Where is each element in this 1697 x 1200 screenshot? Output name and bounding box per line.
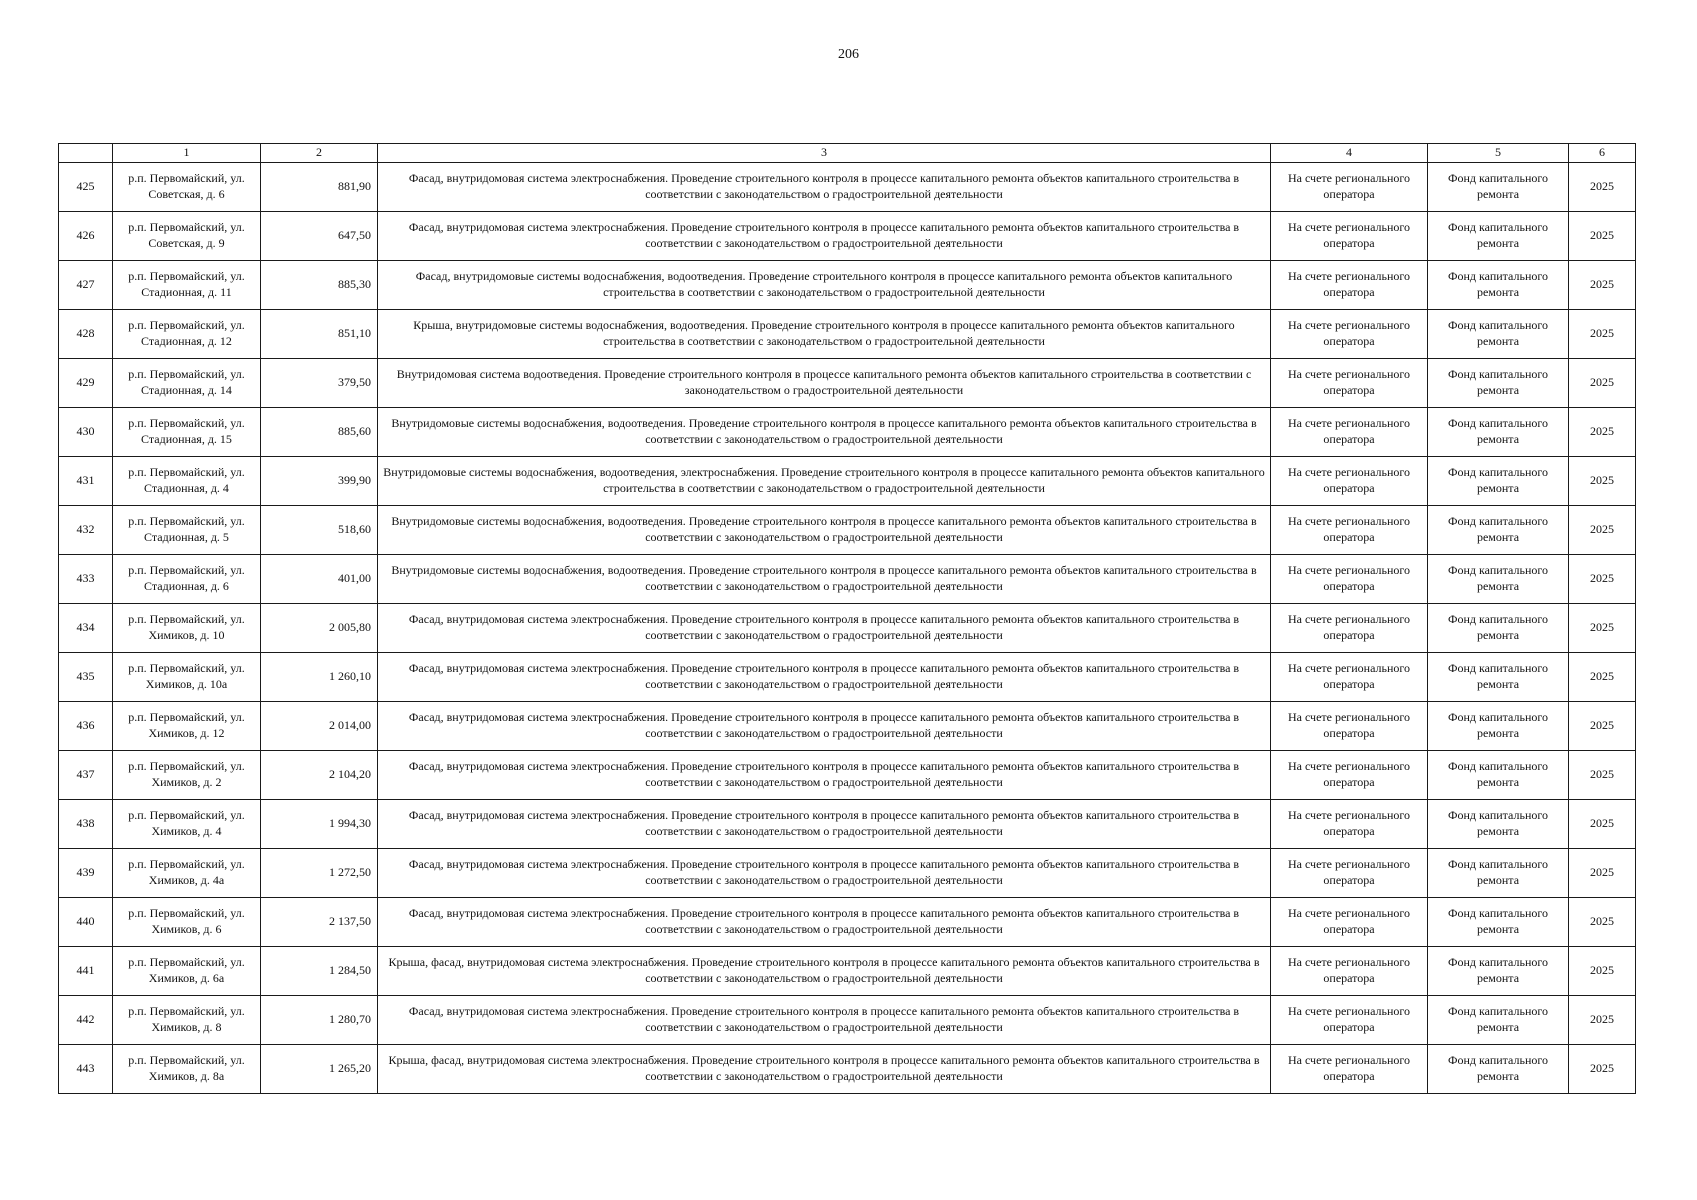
header-cell-fund: 5 bbox=[1428, 144, 1569, 163]
cell-area: 1 284,50 bbox=[261, 947, 378, 996]
header-cell-year: 6 bbox=[1569, 144, 1636, 163]
cell-fund: Фонд капитального ремонта bbox=[1428, 457, 1569, 506]
cell-fund: Фонд капитального ремонта bbox=[1428, 1045, 1569, 1094]
cell-area: 2 104,20 bbox=[261, 751, 378, 800]
cell-account: На счете регионального оператора bbox=[1271, 506, 1428, 555]
cell-year: 2025 bbox=[1569, 898, 1636, 947]
cell-address: р.п. Первомайский, ул. Химиков, д. 10а bbox=[113, 653, 261, 702]
cell-number: 426 bbox=[59, 212, 113, 261]
cell-account: На счете регионального оператора bbox=[1271, 310, 1428, 359]
cell-area: 885,30 bbox=[261, 261, 378, 310]
header-cell-address: 1 bbox=[113, 144, 261, 163]
table-row bbox=[59, 261, 1636, 310]
header-cell-num bbox=[59, 144, 113, 163]
cell-area: 1 272,50 bbox=[261, 849, 378, 898]
cell-account: На счете регионального оператора bbox=[1271, 800, 1428, 849]
cell-account: На счете регионального оператора bbox=[1271, 849, 1428, 898]
cell-year: 2025 bbox=[1569, 653, 1636, 702]
cell-year: 2025 bbox=[1569, 212, 1636, 261]
cell-year: 2025 bbox=[1569, 555, 1636, 604]
table-row bbox=[59, 457, 1636, 506]
cell-number: 430 bbox=[59, 408, 113, 457]
table-row bbox=[59, 212, 1636, 261]
cell-area: 885,60 bbox=[261, 408, 378, 457]
cell-address: р.п. Первомайский, ул. Советская, д. 6 bbox=[113, 163, 261, 212]
cell-address: р.п. Первомайский, ул. Стадионная, д. 15 bbox=[113, 408, 261, 457]
cell-address: р.п. Первомайский, ул. Стадионная, д. 6 bbox=[113, 555, 261, 604]
cell-works: Фасад, внутридомовая система электроснабжения. Проведение строительного контроля в процессе капитального ремонта объектов капитального строительства в соответствии с законодательством о градостроительной деятельности bbox=[378, 898, 1271, 947]
table-row bbox=[59, 751, 1636, 800]
cell-fund: Фонд капитального ремонта bbox=[1428, 506, 1569, 555]
cell-area: 518,60 bbox=[261, 506, 378, 555]
cell-number: 432 bbox=[59, 506, 113, 555]
cell-works: Фасад, внутридомовая система электроснабжения. Проведение строительного контроля в процессе капитального ремонта объектов капитального строительства в соответствии с законодательством о градостроительной деятельности bbox=[378, 996, 1271, 1045]
cell-area: 1 265,20 bbox=[261, 1045, 378, 1094]
cell-year: 2025 bbox=[1569, 849, 1636, 898]
table-row bbox=[59, 653, 1636, 702]
cell-fund: Фонд капитального ремонта bbox=[1428, 408, 1569, 457]
table-row bbox=[59, 408, 1636, 457]
cell-account: На счете регионального оператора bbox=[1271, 898, 1428, 947]
cell-year: 2025 bbox=[1569, 506, 1636, 555]
cell-year: 2025 bbox=[1569, 996, 1636, 1045]
cell-number: 442 bbox=[59, 996, 113, 1045]
table-row bbox=[59, 898, 1636, 947]
capital-repair-table bbox=[58, 143, 1636, 1094]
cell-works: Фасад, внутридомовая система электроснабжения. Проведение строительного контроля в процессе капитального ремонта объектов капитального строительства в соответствии с законодательством о градостроительной деятельности bbox=[378, 849, 1271, 898]
cell-area: 399,90 bbox=[261, 457, 378, 506]
cell-year: 2025 bbox=[1569, 1045, 1636, 1094]
cell-works: Фасад, внутридомовая система электроснабжения. Проведение строительного контроля в процессе капитального ремонта объектов капитального строительства в соответствии с законодательством о градостроительной деятельности bbox=[378, 702, 1271, 751]
cell-fund: Фонд капитального ремонта bbox=[1428, 898, 1569, 947]
cell-fund: Фонд капитального ремонта bbox=[1428, 653, 1569, 702]
cell-year: 2025 bbox=[1569, 359, 1636, 408]
cell-address: р.п. Первомайский, ул. Химиков, д. 6 bbox=[113, 898, 261, 947]
cell-works: Крыша, фасад, внутридомовая система электроснабжения. Проведение строительного контроля в процессе капитального ремонта объектов капитального строительства в соответствии с законодательством о градостроительной деятельности bbox=[378, 947, 1271, 996]
cell-works: Фасад, внутридомовая система электроснабжения. Проведение строительного контроля в процессе капитального ремонта объектов капитального строительства в соответствии с законодательством о градостроительной деятельности bbox=[378, 604, 1271, 653]
header-row bbox=[59, 144, 1636, 163]
cell-account: На счете регионального оператора bbox=[1271, 457, 1428, 506]
cell-account: На счете регионального оператора bbox=[1271, 1045, 1428, 1094]
header-cell-account: 4 bbox=[1271, 144, 1428, 163]
cell-works: Фасад, внутридомовая система электроснабжения. Проведение строительного контроля в процессе капитального ремонта объектов капитального строительства в соответствии с законодательством о градостроительной деятельности bbox=[378, 212, 1271, 261]
cell-number: 438 bbox=[59, 800, 113, 849]
cell-address: р.п. Первомайский, ул. Химиков, д. 2 bbox=[113, 751, 261, 800]
cell-area: 881,90 bbox=[261, 163, 378, 212]
cell-account: На счете регионального оператора bbox=[1271, 604, 1428, 653]
cell-account: На счете регионального оператора bbox=[1271, 261, 1428, 310]
table-row bbox=[59, 947, 1636, 996]
cell-works: Внутридомовая система водоотведения. Проведение строительного контроля в процессе капитального ремонта объектов капитального строительства в соответствии с законодательством о градостроительной деятельности bbox=[378, 359, 1271, 408]
cell-number: 443 bbox=[59, 1045, 113, 1094]
cell-area: 2 005,80 bbox=[261, 604, 378, 653]
cell-area: 1 994,30 bbox=[261, 800, 378, 849]
cell-address: р.п. Первомайский, ул. Стадионная, д. 5 bbox=[113, 506, 261, 555]
cell-address: р.п. Первомайский, ул. Стадионная, д. 4 bbox=[113, 457, 261, 506]
cell-account: На счете регионального оператора bbox=[1271, 702, 1428, 751]
header-cell-area: 2 bbox=[261, 144, 378, 163]
cell-account: На счете регионального оператора bbox=[1271, 408, 1428, 457]
table-row bbox=[59, 800, 1636, 849]
cell-address: р.п. Первомайский, ул. Химиков, д. 12 bbox=[113, 702, 261, 751]
cell-address: р.п. Первомайский, ул. Химиков, д. 6а bbox=[113, 947, 261, 996]
cell-area: 379,50 bbox=[261, 359, 378, 408]
cell-area: 647,50 bbox=[261, 212, 378, 261]
cell-fund: Фонд капитального ремонта bbox=[1428, 947, 1569, 996]
cell-area: 401,00 bbox=[261, 555, 378, 604]
cell-fund: Фонд капитального ремонта bbox=[1428, 800, 1569, 849]
cell-address: р.п. Первомайский, ул. Химиков, д. 8а bbox=[113, 1045, 261, 1094]
cell-number: 428 bbox=[59, 310, 113, 359]
cell-account: На счете регионального оператора bbox=[1271, 555, 1428, 604]
cell-works: Фасад, внутридомовые системы водоснабжения, водоотведения. Проведение строительного контроля в процессе капитального ремонта объектов капитального строительства в соответствии с законодательством о градостроительной деятельности bbox=[378, 261, 1271, 310]
cell-works: Фасад, внутридомовая система электроснабжения. Проведение строительного контроля в процессе капитального ремонта объектов капитального строительства в соответствии с законодательством о градостроительной деятельности bbox=[378, 653, 1271, 702]
cell-address: р.п. Первомайский, ул. Химиков, д. 4а bbox=[113, 849, 261, 898]
cell-fund: Фонд капитального ремонта bbox=[1428, 702, 1569, 751]
cell-year: 2025 bbox=[1569, 261, 1636, 310]
cell-area: 1 260,10 bbox=[261, 653, 378, 702]
cell-area: 2 137,50 bbox=[261, 898, 378, 947]
table-row bbox=[59, 702, 1636, 751]
cell-address: р.п. Первомайский, ул. Стадионная, д. 14 bbox=[113, 359, 261, 408]
table-row bbox=[59, 604, 1636, 653]
cell-year: 2025 bbox=[1569, 163, 1636, 212]
table-body bbox=[59, 163, 1636, 1094]
table-row bbox=[59, 506, 1636, 555]
cell-fund: Фонд капитального ремонта bbox=[1428, 261, 1569, 310]
cell-account: На счете регионального оператора bbox=[1271, 212, 1428, 261]
cell-number: 429 bbox=[59, 359, 113, 408]
cell-fund: Фонд капитального ремонта bbox=[1428, 604, 1569, 653]
cell-number: 434 bbox=[59, 604, 113, 653]
cell-account: На счете регионального оператора bbox=[1271, 751, 1428, 800]
cell-account: На счете регионального оператора bbox=[1271, 359, 1428, 408]
cell-works: Крыша, внутридомовые системы водоснабжения, водоотведения. Проведение строительного контроля в процессе капитального ремонта объектов капитального строительства в соответствии с законодательством о градостроительной деятельности bbox=[378, 310, 1271, 359]
cell-fund: Фонд капитального ремонта bbox=[1428, 751, 1569, 800]
cell-fund: Фонд капитального ремонта bbox=[1428, 212, 1569, 261]
cell-fund: Фонд капитального ремонта bbox=[1428, 359, 1569, 408]
table-row bbox=[59, 163, 1636, 212]
cell-fund: Фонд капитального ремонта bbox=[1428, 555, 1569, 604]
cell-number: 433 bbox=[59, 555, 113, 604]
header-cell-works: 3 bbox=[378, 144, 1271, 163]
cell-number: 441 bbox=[59, 947, 113, 996]
cell-year: 2025 bbox=[1569, 751, 1636, 800]
cell-area: 1 280,70 bbox=[261, 996, 378, 1045]
cell-account: На счете регионального оператора bbox=[1271, 947, 1428, 996]
cell-year: 2025 bbox=[1569, 310, 1636, 359]
cell-works: Внутридомовые системы водоснабжения, водоотведения. Проведение строительного контроля в процессе капитального ремонта объектов капитального строительства в соответствии с законодательством о градостроительной деятельности bbox=[378, 408, 1271, 457]
table-row bbox=[59, 555, 1636, 604]
cell-year: 2025 bbox=[1569, 800, 1636, 849]
cell-year: 2025 bbox=[1569, 457, 1636, 506]
table-row bbox=[59, 359, 1636, 408]
cell-year: 2025 bbox=[1569, 947, 1636, 996]
cell-fund: Фонд капитального ремонта bbox=[1428, 310, 1569, 359]
cell-works: Внутридомовые системы водоснабжения, водоотведения, электроснабжения. Проведение строительного контроля в процессе капитального ремонта объектов капитального строительства в соответствии с законодательством о градостроительной деятельности bbox=[378, 457, 1271, 506]
cell-account: На счете регионального оператора bbox=[1271, 163, 1428, 212]
cell-account: На счете регионального оператора bbox=[1271, 653, 1428, 702]
cell-address: р.п. Первомайский, ул. Стадионная, д. 11 bbox=[113, 261, 261, 310]
cell-works: Фасад, внутридомовая система электроснабжения. Проведение строительного контроля в процессе капитального ремонта объектов капитального строительства в соответствии с законодательством о градостроительной деятельности bbox=[378, 163, 1271, 212]
table-row bbox=[59, 1045, 1636, 1094]
table-header bbox=[59, 144, 1636, 163]
cell-works: Фасад, внутридомовая система электроснабжения. Проведение строительного контроля в процессе капитального ремонта объектов капитального строительства в соответствии с законодательством о градостроительной деятельности bbox=[378, 800, 1271, 849]
cell-number: 436 bbox=[59, 702, 113, 751]
cell-area: 2 014,00 bbox=[261, 702, 378, 751]
cell-area: 851,10 bbox=[261, 310, 378, 359]
cell-address: р.п. Первомайский, ул. Химиков, д. 4 bbox=[113, 800, 261, 849]
cell-fund: Фонд капитального ремонта bbox=[1428, 163, 1569, 212]
cell-address: р.п. Первомайский, ул. Химиков, д. 10 bbox=[113, 604, 261, 653]
page-number: 206 bbox=[838, 47, 859, 62]
cell-address: р.п. Первомайский, ул. Стадионная, д. 12 bbox=[113, 310, 261, 359]
cell-address: р.п. Первомайский, ул. Советская, д. 9 bbox=[113, 212, 261, 261]
table-row bbox=[59, 849, 1636, 898]
cell-year: 2025 bbox=[1569, 702, 1636, 751]
cell-works: Внутридомовые системы водоснабжения, водоотведения. Проведение строительного контроля в процессе капитального ремонта объектов капитального строительства в соответствии с законодательством о градостроительной деятельности bbox=[378, 506, 1271, 555]
cell-works: Крыша, фасад, внутридомовая система электроснабжения. Проведение строительного контроля в процессе капитального ремонта объектов капитального строительства в соответствии с законодательством о градостроительной деятельности bbox=[378, 1045, 1271, 1094]
cell-year: 2025 bbox=[1569, 408, 1636, 457]
cell-works: Фасад, внутридомовая система электроснабжения. Проведение строительного контроля в процессе капитального ремонта объектов капитального строительства в соответствии с законодательством о градостроительной деятельности bbox=[378, 751, 1271, 800]
cell-number: 431 bbox=[59, 457, 113, 506]
table-row bbox=[59, 310, 1636, 359]
cell-number: 440 bbox=[59, 898, 113, 947]
cell-number: 437 bbox=[59, 751, 113, 800]
cell-number: 425 bbox=[59, 163, 113, 212]
cell-number: 435 bbox=[59, 653, 113, 702]
cell-year: 2025 bbox=[1569, 604, 1636, 653]
cell-fund: Фонд капитального ремонта bbox=[1428, 996, 1569, 1045]
cell-works: Внутридомовые системы водоснабжения, водоотведения. Проведение строительного контроля в процессе капитального ремонта объектов капитального строительства в соответствии с законодательством о градостроительной деятельности bbox=[378, 555, 1271, 604]
cell-number: 439 bbox=[59, 849, 113, 898]
table-row bbox=[59, 996, 1636, 1045]
cell-account: На счете регионального оператора bbox=[1271, 996, 1428, 1045]
cell-address: р.п. Первомайский, ул. Химиков, д. 8 bbox=[113, 996, 261, 1045]
cell-fund: Фонд капитального ремонта bbox=[1428, 849, 1569, 898]
cell-number: 427 bbox=[59, 261, 113, 310]
